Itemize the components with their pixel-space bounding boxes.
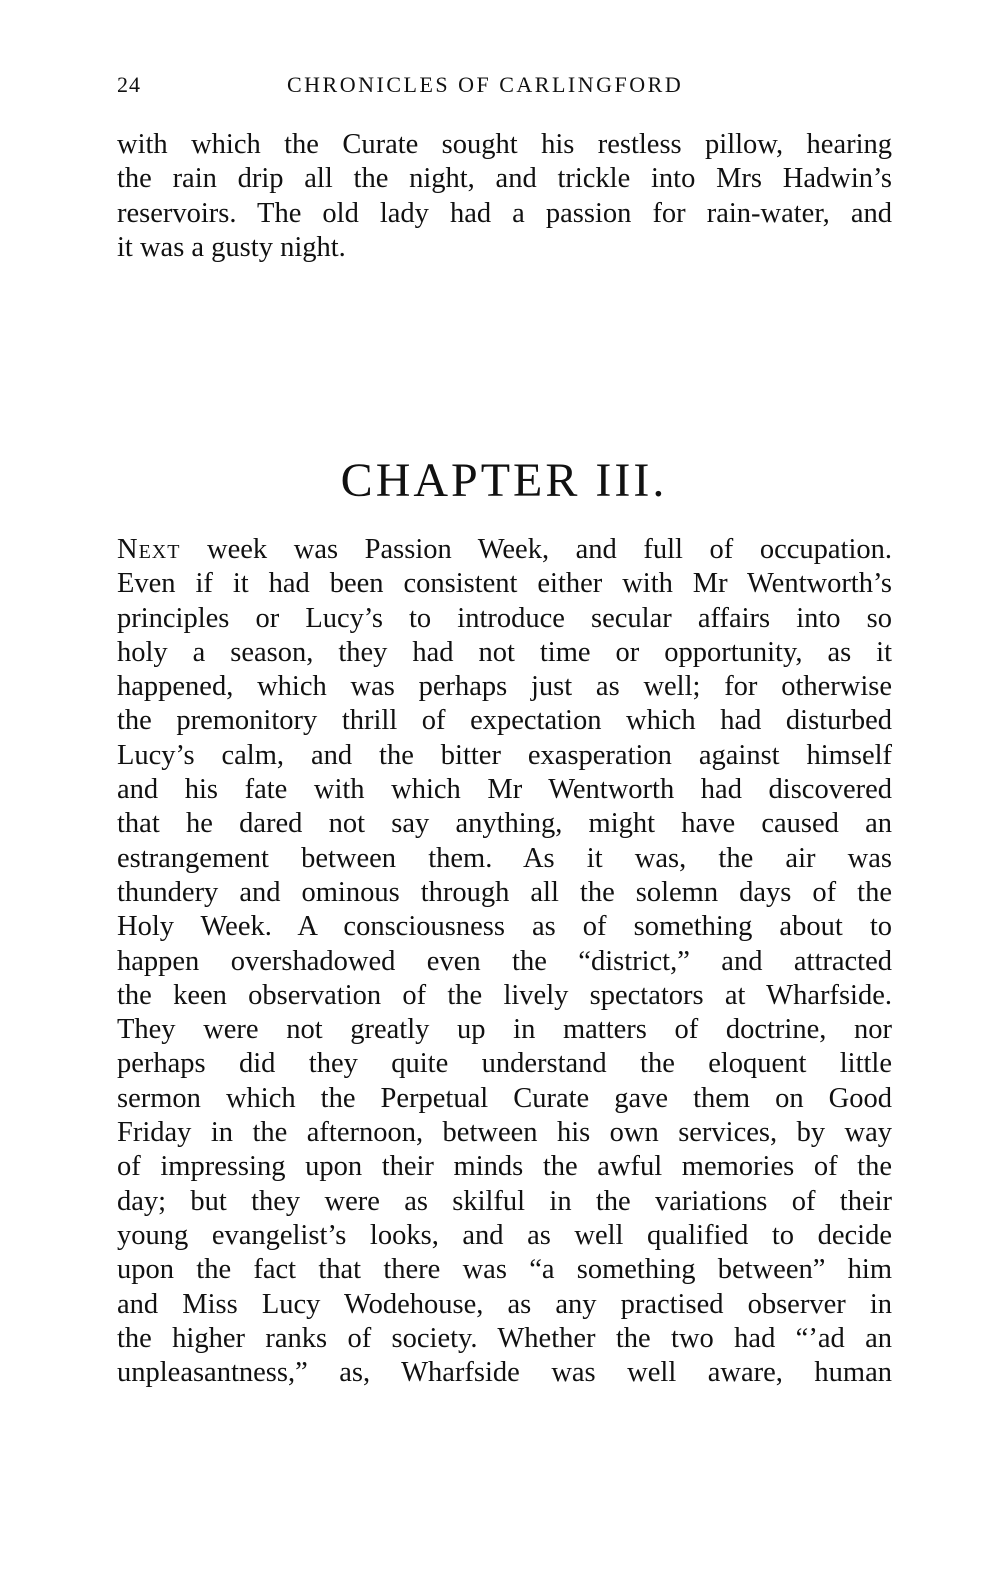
text-line: estrangement between them. As it was, the air was bbox=[117, 842, 892, 874]
text-line: the premonitory thrill of expectation which had disturbed bbox=[117, 705, 892, 737]
text-line: with which the Curate sought his restless pillow, hearing bbox=[117, 129, 892, 160]
text-line: Lucy’s calm, and the bitter exasperation against himself bbox=[117, 739, 892, 771]
text-line: They were not greatly up in matters of doctrine, nor bbox=[117, 1014, 892, 1046]
text-line: it was a gusty night. bbox=[117, 231, 346, 263]
chapter-heading bbox=[0, 453, 1000, 508]
page-number: 24 bbox=[117, 72, 141, 97]
text-line: young evangelist’s looks, and as well qualified to decide bbox=[117, 1219, 892, 1251]
text-line: perhaps did they quite understand the eloquent little bbox=[117, 1048, 892, 1080]
running-head bbox=[117, 72, 897, 106]
text-line: the rain drip all the night, and trickle into Mrs Hadwin’s bbox=[117, 163, 892, 195]
text-line: happened, which was perhaps just as well; for otherwise bbox=[117, 671, 892, 703]
text-line-first bbox=[117, 533, 892, 567]
chapter-heading-text: CHAPTER III. bbox=[340, 454, 668, 507]
text-line: holy a season, they had not time or opportunity, as it bbox=[117, 636, 892, 668]
running-title: CHRONICLES OF CARLINGFORD bbox=[287, 72, 684, 97]
text-line: and his fate with which Mr Wentworth had discovered bbox=[117, 774, 892, 806]
text-line: day; but they were as skilful in the variations of their bbox=[117, 1185, 892, 1217]
text-line: unpleasantness,” as, Wharfside was well aware, human bbox=[117, 1357, 892, 1389]
text-line: Friday in the afternoon, between his own services, by way bbox=[117, 1117, 892, 1149]
text-line: and Miss Lucy Wodehouse, as any practised observer in bbox=[117, 1288, 892, 1320]
text-line: principles or Lucy’s to introduce secular affairs into so bbox=[117, 602, 892, 634]
text-line: upon the fact that there was “a something between” him bbox=[117, 1254, 892, 1286]
text-line: reservoirs. The old lady had a passion for rain-water, and bbox=[117, 197, 892, 229]
chapter-paragraph bbox=[117, 533, 892, 1390]
text-line: thundery and ominous through all the solemn days of the bbox=[117, 876, 892, 908]
text-line: sermon which the Perpetual Curate gave them on Good bbox=[117, 1082, 892, 1114]
text-line: the higher ranks of society. Whether the two had “’ad an bbox=[117, 1322, 892, 1354]
text-line: Holy Week. A consciousness as of something about to bbox=[117, 911, 892, 943]
opening-word: Next bbox=[117, 534, 181, 565]
first-line-rest: week was Passion Week, and full of occupation. bbox=[180, 534, 892, 565]
text-line: happen overshadowed even the “district,” and attracted bbox=[117, 945, 892, 977]
text-line: that he dared not say anything, might have caused an bbox=[117, 808, 892, 840]
text-line: of impressing upon their minds the awful memories of the bbox=[117, 1151, 892, 1183]
text-line: Even if it had been consistent either with Mr Wentworth’s bbox=[117, 568, 892, 600]
text-line: the keen observation of the lively spectators at Wharfside. bbox=[117, 979, 892, 1011]
continuation-paragraph bbox=[117, 128, 892, 265]
